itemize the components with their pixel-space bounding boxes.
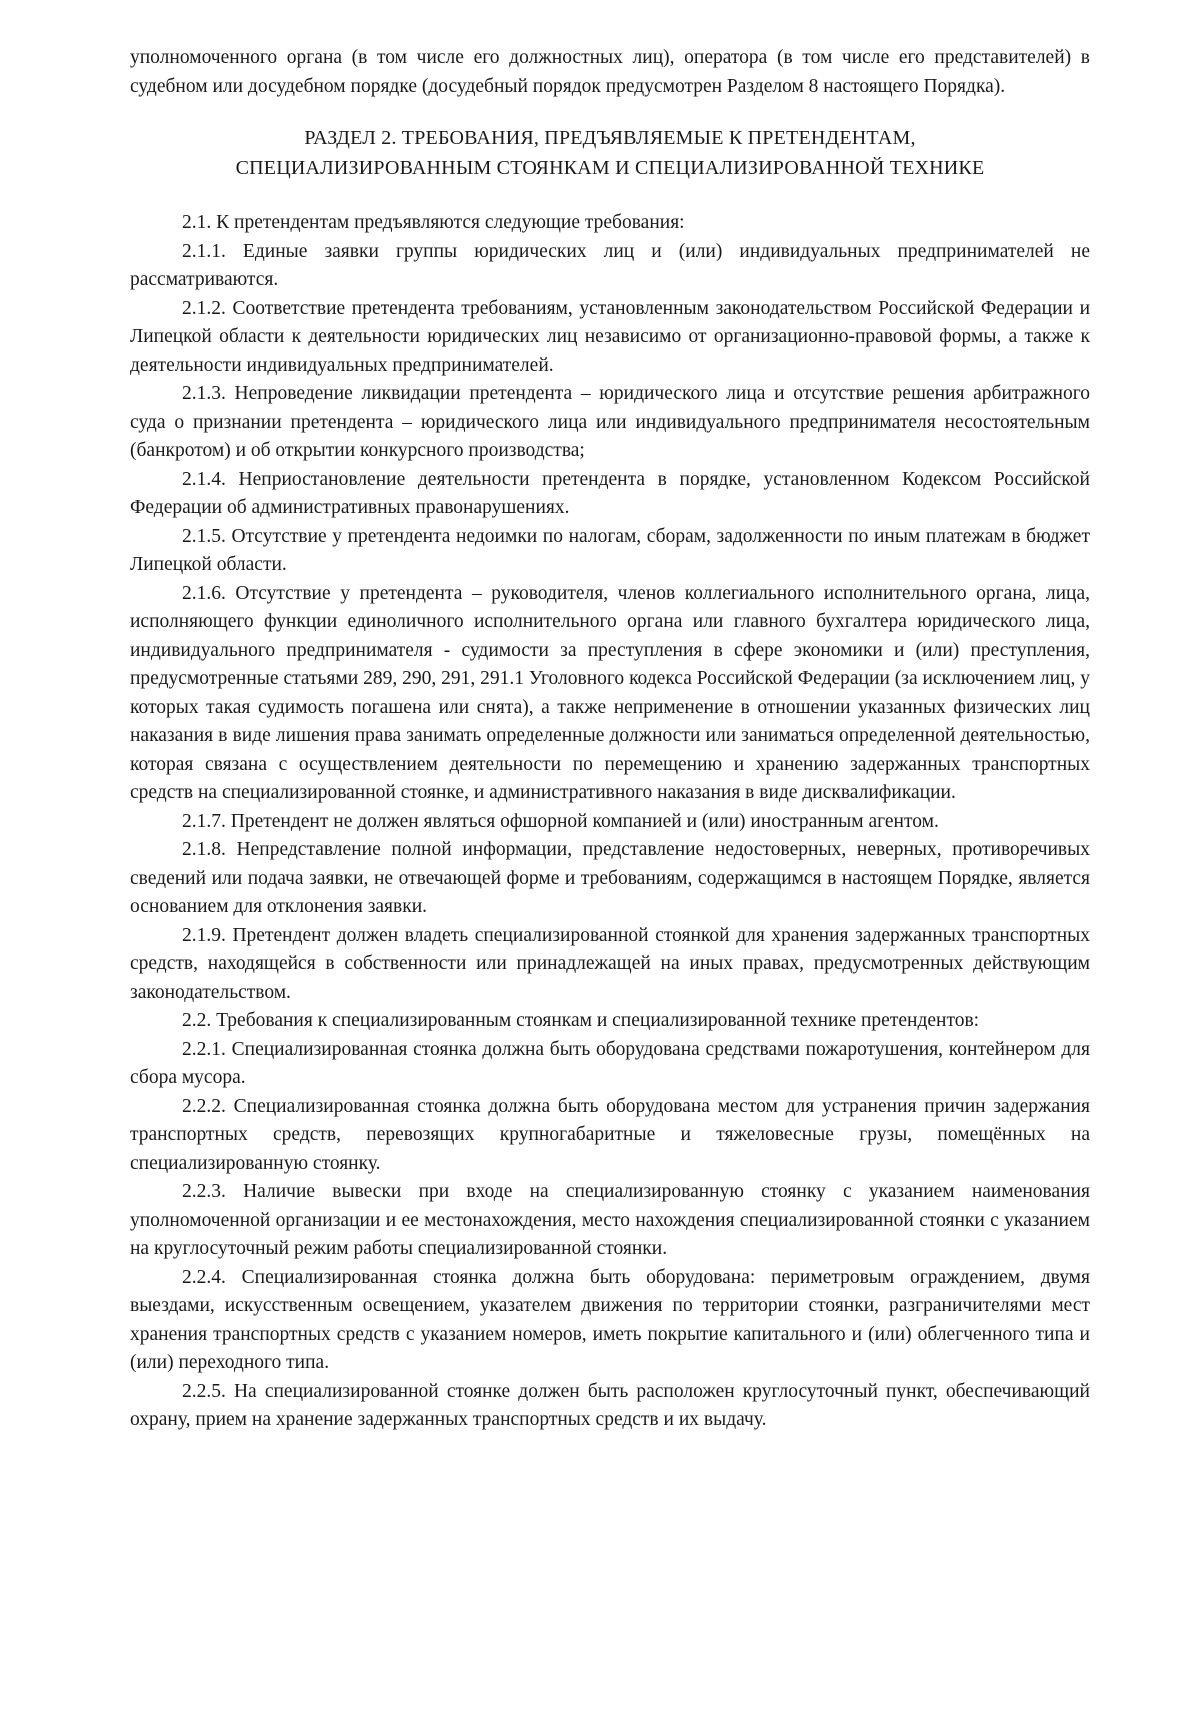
paragraph-2-1-3: 2.1.3. Непроведение ликвидации претендента – юридического лица и отсутствие решения арбитражного суда о признании претендента – юридического лица или индивидуального предпринимателя несостоятельным (банкротом) и об открытии конкурсного производства; <box>130 383 1090 461</box>
section-heading-line-2: СПЕЦИАЛИЗИРОВАННЫМ СТОЯНКАМ И СПЕЦИАЛИЗИРОВАННОЙ ТЕХНИКЕ <box>235 157 985 179</box>
paragraph-2-2-1: 2.2.1. Специализированная стоянка должна быть оборудована средствами пожаротушения, контейнером для сбора мусора. <box>130 1038 1090 1088</box>
paragraph-2-1-4: 2.1.4. Неприостановление деятельности претендента в порядке, установленном Кодексом Российской Федерации об административных правонарушениях. <box>130 468 1090 518</box>
paragraph-2-1-5: 2.1.5. Отсутствие у претендента недоимки по налогам, сборам, задолженности по иным платежам в бюджет Липецкой области. <box>130 525 1090 575</box>
paragraph-2-2-4: 2.2.4. Специализированная стоянка должна быть оборудована: периметровым ограждением, двумя выездами, искусственным освещением, указателем движения по территории стоянки, разграничителями мест хранения транспортных средств с указанием номеров, иметь покрытие капитального и (или) облегченного типа и (или) переходного типа. <box>130 1266 1090 1373</box>
section-heading-line-1: РАЗДЕЛ 2. ТРЕБОВАНИЯ, ПРЕДЪЯВЛЯЕМЫЕ К ПРЕТЕНДЕНТАМ, <box>304 127 916 149</box>
paragraph-2-1-2: 2.1.2. Соответствие претендента требованиям, установленным законодательством Российской Федерации и Липецкой области к деятельности юридических лиц независимо от организационно-правовой формы, а также к деятельности индивидуальных предпринимателей. <box>130 297 1090 376</box>
paragraph-2-1-8: 2.1.8. Непредставление полной информации, представление недостоверных, неверных, противоречивых сведений или подача заявки, не отвечающей форме и требованиям, содержащимся в настоящем Порядке, является основанием для отклонения заявки. <box>130 839 1090 917</box>
intro-paragraph: уполномоченного органа (в том числе его должностных лиц), оператора (в том числе его представителей) в судебном или досудебном порядке (досудебный порядок предусмотрен Разделом 8 настоящего Порядка). <box>130 47 1090 97</box>
paragraph-2-2: 2.2. Требования к специализированным стоянкам и специализированной технике претендентов: <box>182 1010 980 1031</box>
paragraph-2-1-7: 2.1.7. Претендент не должен являться офшорной компанией и (или) иностранным агентом. <box>182 810 939 832</box>
paragraph-2-2-2: 2.2.2. Специализированная стоянка должна быть оборудована местом для устранения причин задержания транспортных средств, перевозящих крупногабаритные и тяжеловесные грузы, помещённых на специализированную стоянку. <box>130 1095 1090 1174</box>
paragraph-2-1-6: 2.1.6. Отсутствие у претендента – руководителя, членов коллегиального исполнительного органа, лица, исполняющего функции единоличного исполнительного органа или главного бухгалтера юридического лица, индивидуального предпринимателя - судимости за преступления в сфере экономики и (или) преступления, предусмотренные статьями 289, 290, 291, 291.1 Уголовного кодекса Российской Федерации (за исключением лиц, у которых такая судимость погашена или снята), а также неприменение в отношении указанных физических лиц наказания в виде лишения права занимать определенные должности или заниматься определенной деятельностью, которая связана с осуществлением деятельности по перемещению и хранению задержанных транспортных средств на специализированной стоянке, и административного наказания в виде дисквалификации. <box>130 582 1090 803</box>
paragraph-2-1-9: 2.1.9. Претендент должен владеть специализированной стоянкой для хранения задержанных транспортных средств, находящейся в собственности или принадлежащей на иных правах, предусмотренных действующим законодательством. <box>130 924 1090 1003</box>
paragraph-2-2-3: 2.2.3. Наличие вывески при входе на специализированную стоянку с указанием наименования уполномоченной организации и ее местонахождения, место нахождения специализированной стоянки с указанием на круглосуточный режим работы специализированной стоянки. <box>130 1181 1090 1259</box>
section-heading <box>130 123 1090 183</box>
paragraph-2-1: 2.1. К претендентам предъявляются следующие требования: <box>182 212 685 233</box>
paragraph-2-1-1: 2.1.1. Единые заявки группы юридических лиц и (или) индивидуальных предпринимателей не рассматриваются. <box>130 240 1090 290</box>
paragraph-2-2-5: 2.2.5. На специализированной стоянке должен быть расположен круглосуточный пункт, обеспечивающий охрану, прием на хранение задержанных транспортных средств и их выдачу. <box>130 1380 1090 1430</box>
document-page <box>130 44 1090 1435</box>
